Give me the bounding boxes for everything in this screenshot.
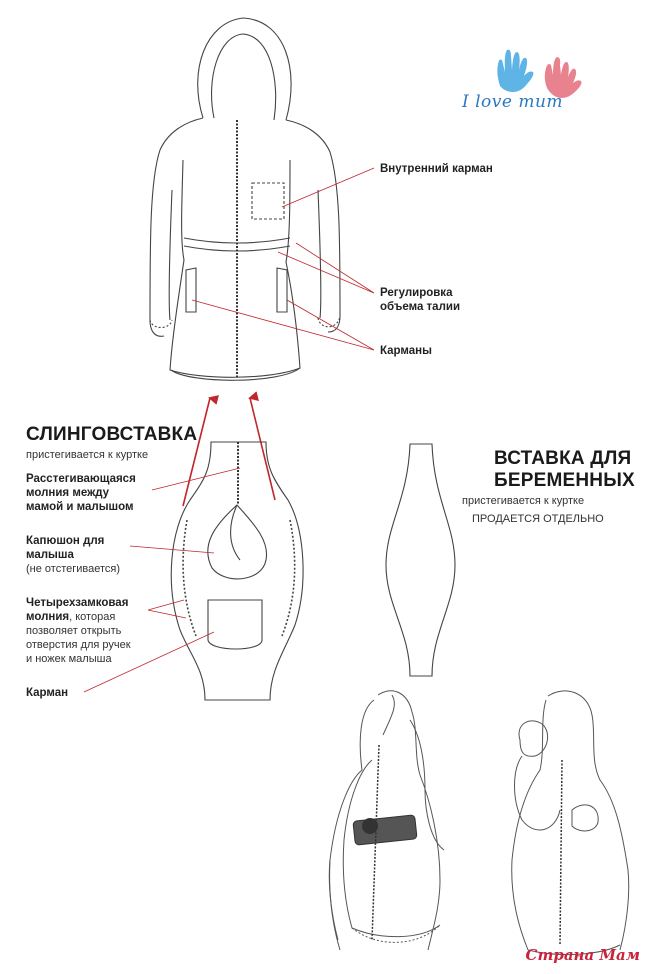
label-hood-1: Капюшон для: [26, 535, 105, 547]
label-inner-pocket: Внутренний карман: [380, 163, 493, 175]
label-zipper-1: Расстегивающаяся: [26, 473, 136, 485]
watermark: Страна Мам: [525, 946, 640, 964]
sling-subtitle: пристегивается к куртке: [26, 449, 149, 461]
logo-hands-icon: [497, 50, 581, 98]
label-four-zip-3: позволяет открыть: [26, 625, 122, 637]
label-zipper-3: мамой и малышом: [26, 501, 134, 513]
sling-title: СЛИНГОВСТАВКА: [26, 424, 198, 445]
maternity-title-2: БЕРЕМЕННЫХ: [494, 470, 635, 491]
label-four-zip-2-rest: , которая: [69, 611, 116, 623]
maternity-note: ПРОДАЕТСЯ ОТДЕЛЬНО: [472, 513, 604, 525]
label-waist-adjust-2: объема талии: [380, 301, 461, 313]
label-zipper-2: молния между: [26, 487, 110, 499]
label-four-zip-2: [26, 610, 115, 624]
jacket-front-drawing: [150, 18, 340, 380]
maternity-subtitle: пристегивается к куртке: [462, 495, 585, 507]
brand-logo-text: I love mum: [462, 92, 564, 112]
label-four-zip-2-bold: молния: [26, 611, 70, 623]
label-sling-pocket: Карман: [26, 687, 69, 699]
label-pockets: Карманы: [380, 345, 432, 357]
belt: [353, 815, 417, 845]
label-four-zip-1: Четырехзамковая: [26, 597, 129, 609]
mother-with-baby-drawing: [512, 691, 629, 955]
label-waist-adjust-1: Регулировка: [380, 287, 453, 299]
maternity-title-1: ВСТАВКА ДЛЯ: [494, 448, 632, 469]
label-hood-2: малыша: [26, 549, 74, 561]
maternity-insert-drawing: [386, 444, 455, 676]
label-four-zip-5: и ножек малыша: [26, 653, 112, 665]
label-four-zip-4: отверстия для ручек: [26, 639, 131, 651]
label-hood-note: (не отстегивается): [26, 563, 121, 575]
